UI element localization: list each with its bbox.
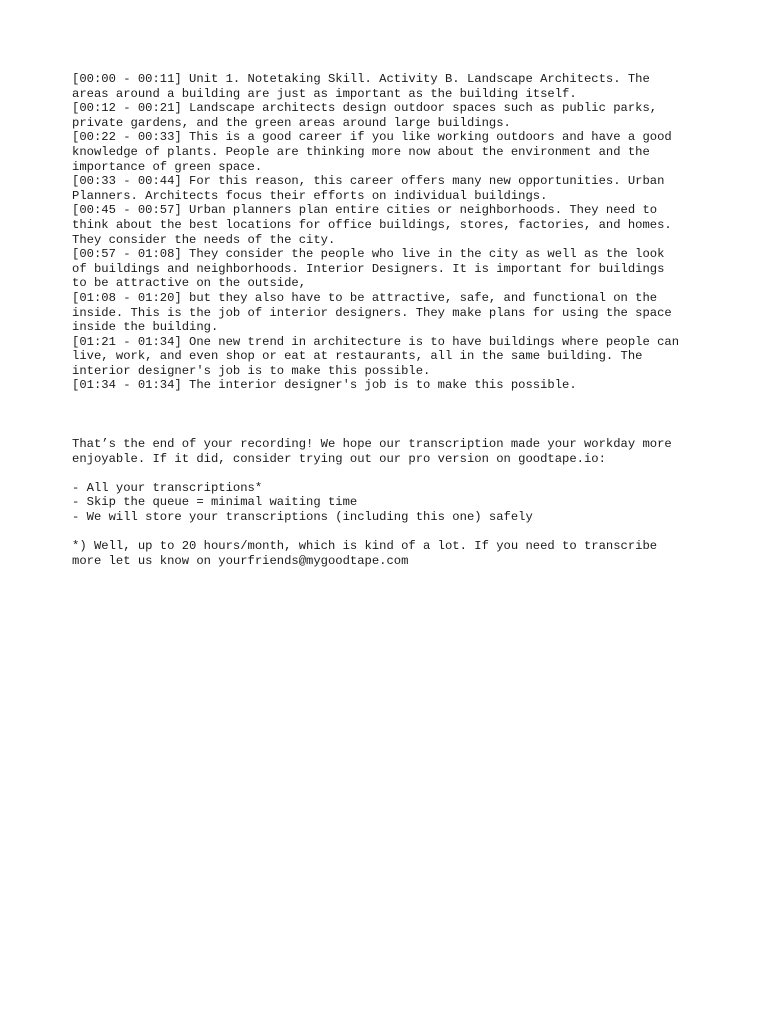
transcript-line: [01:08 - 01:20] but they also have to be attractive, safe, and functional on the	[72, 290, 658, 305]
paragraph-spacer	[72, 525, 712, 540]
feature-item: - Skip the queue = minimal waiting time	[72, 495, 358, 510]
document-page	[72, 72, 712, 568]
transcript-line: areas around a building are just as important as the building itself.	[72, 86, 577, 101]
transcript-line: They consider the needs of the city.	[72, 232, 336, 247]
feature-list	[72, 481, 712, 525]
transcript-entry	[72, 247, 712, 291]
transcript-line: interior designer's job is to make this possible.	[72, 363, 431, 378]
feature-item: - All your transcriptions*	[72, 480, 263, 495]
transcript-entry	[72, 291, 712, 335]
paragraph-spacer	[72, 466, 712, 481]
transcript-line: [00:22 - 00:33] This is a good career if you like working outdoors and have a good	[72, 130, 672, 145]
transcript-entry	[72, 101, 712, 130]
transcript-line: [00:12 - 00:21] Landscape architects design outdoor spaces such as public parks,	[72, 101, 658, 116]
transcript-line: [00:57 - 01:08] They consider the people who live in the city as well as the look	[72, 247, 665, 262]
transcript-entry	[72, 378, 712, 393]
footnote	[72, 539, 712, 568]
transcript-line: inside. This is the job of interior designers. They make plans for using the space	[72, 305, 672, 320]
transcript-line: private gardens, and the green areas around large buildings.	[72, 115, 511, 130]
transcript-line: knowledge of plants. People are thinking more now about the environment and the	[72, 144, 650, 159]
transcript-line: importance of green space.	[72, 159, 263, 174]
transcript-entry	[72, 335, 712, 379]
feature-item: - We will store your transcriptions (including this one) safely	[72, 510, 533, 525]
transcript-line: [01:34 - 01:34] The interior designer's job is to make this possible.	[72, 378, 577, 393]
transcript-line: to be attractive on the outside,	[72, 276, 307, 291]
transcript-line: [00:45 - 00:57] Urban planners plan entire cities or neighborhoods. They need to	[72, 203, 658, 218]
transcript-line: of buildings and neighborhoods. Interior Designers. It is important for buildings	[72, 261, 665, 276]
closing-line: enjoyable. If it did, consider trying out our pro version on goodtape.io:	[72, 451, 606, 466]
footnote-line: more let us know on yourfriends@mygoodtape.com	[72, 553, 409, 568]
transcript-line: [01:21 - 01:34] One new trend in architecture is to have buildings where people can	[72, 334, 680, 349]
transcript-entry	[72, 203, 712, 247]
footnote-line: *) Well, up to 20 hours/month, which is kind of a lot. If you need to transcribe	[72, 539, 658, 554]
section-spacer	[72, 393, 712, 437]
transcript-line: Planners. Architects focus their efforts on individual buildings.	[72, 188, 548, 203]
transcript-line: [00:33 - 00:44] For this reason, this career offers many new opportunities. Urban	[72, 174, 665, 189]
transcript-entry	[72, 130, 712, 174]
transcript-line: live, work, and even shop or eat at restaurants, all in the same building. The	[72, 349, 643, 364]
transcript-entry	[72, 174, 712, 203]
transcript	[72, 72, 712, 393]
closing-line: That’s the end of your recording! We hope our transcription made your workday more	[72, 437, 672, 452]
closing-message	[72, 437, 712, 466]
transcript-line: [00:00 - 00:11] Unit 1. Notetaking Skill. Activity B. Landscape Architects. The	[72, 72, 650, 86]
transcript-entry	[72, 72, 712, 101]
transcript-line: inside the building.	[72, 320, 219, 335]
transcript-line: think about the best locations for office buildings, stores, factories, and homes.	[72, 217, 672, 232]
